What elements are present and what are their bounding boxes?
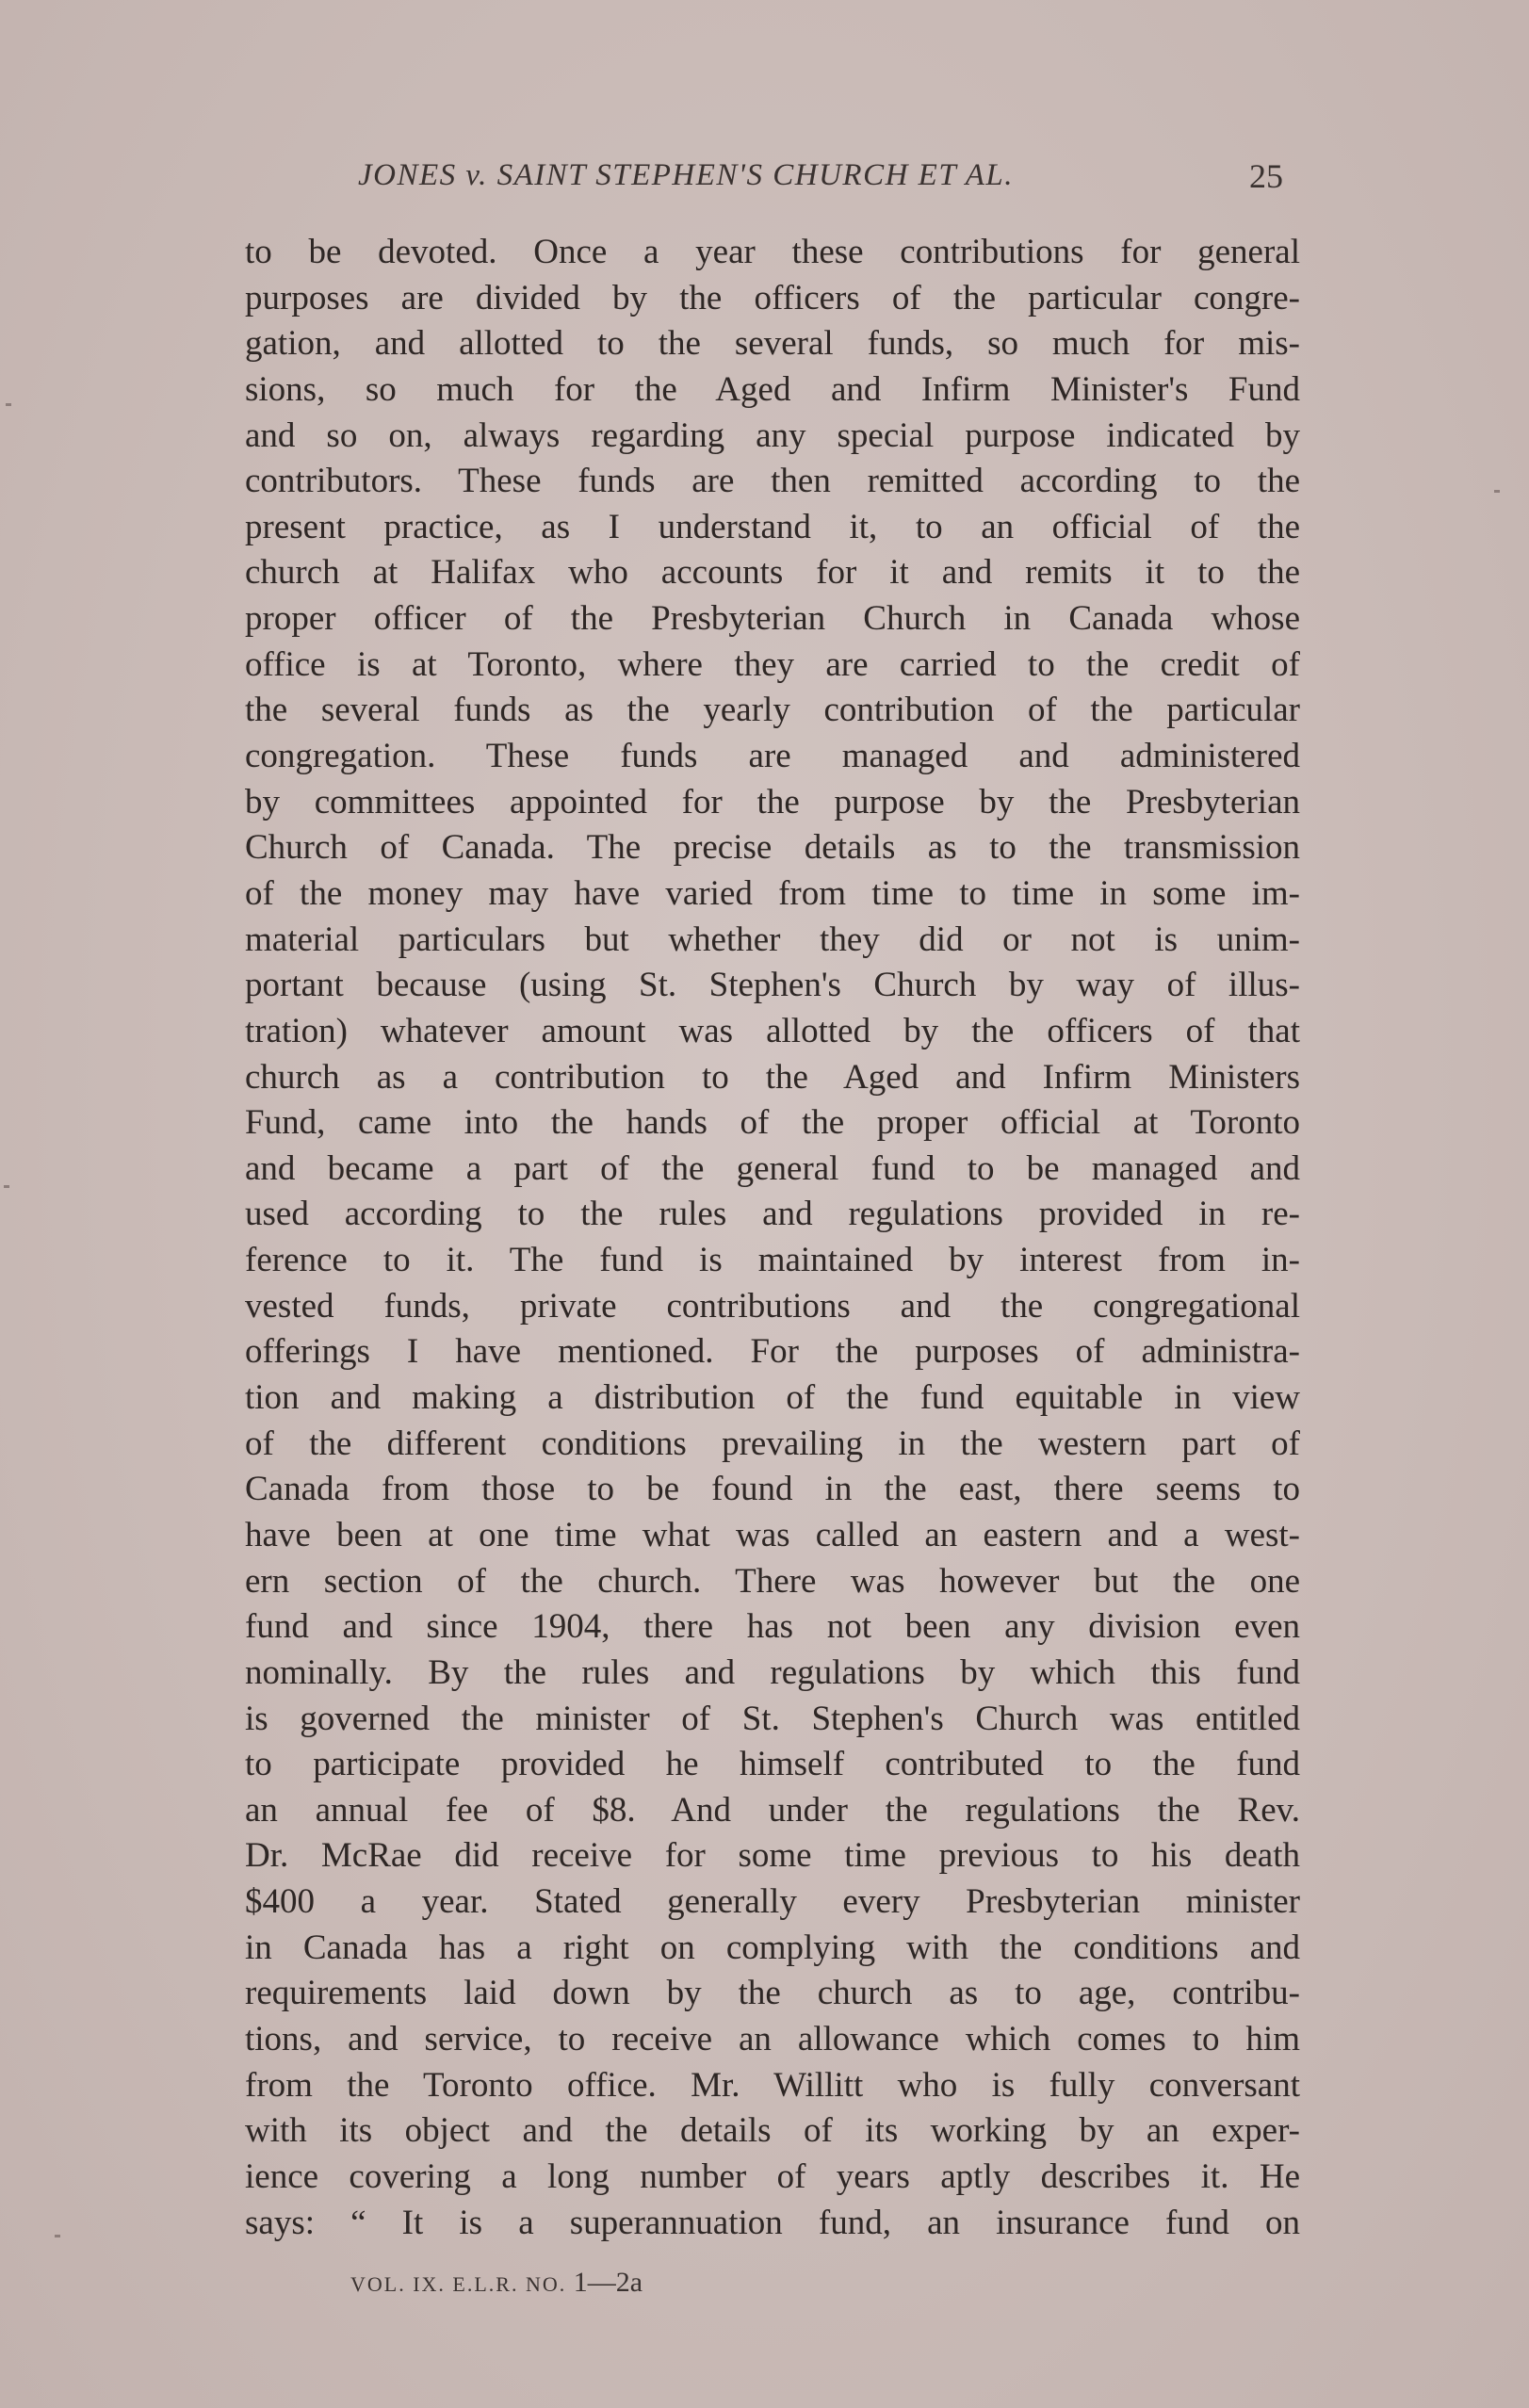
- text-line: nominally. By the rules and regulations by which this fund: [245, 1652, 1300, 1692]
- body-text: [245, 230, 1300, 2246]
- text-line: used according to the rules and regulations provided in re-: [245, 1195, 1300, 1234]
- margin-speck: [1494, 490, 1500, 493]
- text-line: have been at one time what was called an eastern and a west-: [245, 1515, 1300, 1554]
- text-line: the several funds as the yearly contribution of the particular: [245, 691, 1300, 730]
- text-line: and became a part of the general fund to be managed and: [245, 1148, 1300, 1188]
- text-line: sions, so much for the Aged and Infirm Minister's Fund: [245, 369, 1300, 409]
- text-line: tion and making a distribution of the fund equitable in view: [245, 1378, 1300, 1418]
- text-line: purposes are divided by the officers of the particular congre-: [245, 278, 1300, 317]
- margin-speck: [6, 403, 11, 406]
- text-line: tions, and service, to receive an allowance which comes to him: [245, 2019, 1300, 2058]
- text-line: and so on, always regarding any special purpose indicated by: [245, 415, 1300, 455]
- text-line: in Canada has a right on complying with the conditions and: [245, 1928, 1300, 1967]
- text-line: Church of Canada. The precise details as to the transmission: [245, 828, 1300, 868]
- text-line: from the Toronto office. Mr. Willitt who is fully conversant: [245, 2065, 1300, 2105]
- text-line: vested funds, private contributions and the congregational: [245, 1286, 1300, 1326]
- text-line: is governed the minister of St. Stephen's Church was entitled: [245, 1699, 1300, 1738]
- text-line: says: “ It is a superannuation fund, an insurance fund on: [245, 2203, 1300, 2242]
- text-line: offerings I have mentioned. For the purposes of administra-: [245, 1332, 1300, 1372]
- margin-speck: [55, 2235, 60, 2237]
- text-line: Canada from those to be found in the east, there seems to: [245, 1470, 1300, 1509]
- text-line: portant because (using St. Stephen's Church by way of illus-: [245, 966, 1300, 1005]
- text-line: congregation. These funds are managed and administered: [245, 737, 1300, 776]
- text-line: gation, and allotted to the several funds, so much for mis-: [245, 324, 1300, 364]
- printer-signature-mark: [350, 2267, 643, 2299]
- text-line: material particulars but whether they did or not is unim-: [245, 919, 1300, 959]
- text-line: Dr. McRae did receive for some time previous to his death: [245, 1836, 1300, 1876]
- signature-volume: VOL. IX. E.L.R. NO.: [350, 2272, 567, 2296]
- text-line: to participate provided he himself contributed to the fund: [245, 1745, 1300, 1784]
- text-line: an annual fee of $8. And under the regulations the Rev.: [245, 1790, 1300, 1830]
- text-line: ience covering a long number of years aptly describes it. He: [245, 2156, 1300, 2196]
- running-head: JONES v. SAINT STEPHEN'S CHURCH ET AL.: [358, 158, 1014, 192]
- text-line: church as a contribution to the Aged and Infirm Ministers: [245, 1057, 1300, 1097]
- text-line: Fund, came into the hands of the proper official at Toronto: [245, 1103, 1300, 1143]
- text-line: of the money may have varied from time to time in some im-: [245, 873, 1300, 913]
- page-number: 25: [1249, 157, 1283, 195]
- text-line: by committees appointed for the purpose by the Presbyterian: [245, 782, 1300, 822]
- signature-number: 1—2a: [573, 2267, 643, 2298]
- text-line: to be devoted. Once a year these contributions for general: [245, 233, 1300, 271]
- text-line: present practice, as I understand it, to an official of the: [245, 507, 1300, 546]
- text-line: fund and since 1904, there has not been any division even: [245, 1607, 1300, 1647]
- text-line: proper officer of the Presbyterian Church in Canada whose: [245, 599, 1300, 639]
- text-line: with its object and the details of its working by an exper-: [245, 2111, 1300, 2151]
- text-line: contributors. These funds are then remitted according to the: [245, 462, 1300, 501]
- text-line: church at Halifax who accounts for it and remits it to the: [245, 553, 1300, 593]
- margin-speck: [4, 1185, 9, 1188]
- text-line: office is at Toronto, where they are carried to the credit of: [245, 644, 1300, 684]
- text-line: of the different conditions prevailing in the western part of: [245, 1424, 1300, 1463]
- text-line: ern section of the church. There was however but the one: [245, 1561, 1300, 1601]
- text-line: $400 a year. Stated generally every Presbyterian minister: [245, 1882, 1300, 1922]
- text-line: tration) whatever amount was allotted by the officers of that: [245, 1011, 1300, 1050]
- text-line: ference to it. The fund is maintained by interest from in-: [245, 1241, 1300, 1280]
- text-line: requirements laid down by the church as to age, contribu-: [245, 1974, 1300, 2013]
